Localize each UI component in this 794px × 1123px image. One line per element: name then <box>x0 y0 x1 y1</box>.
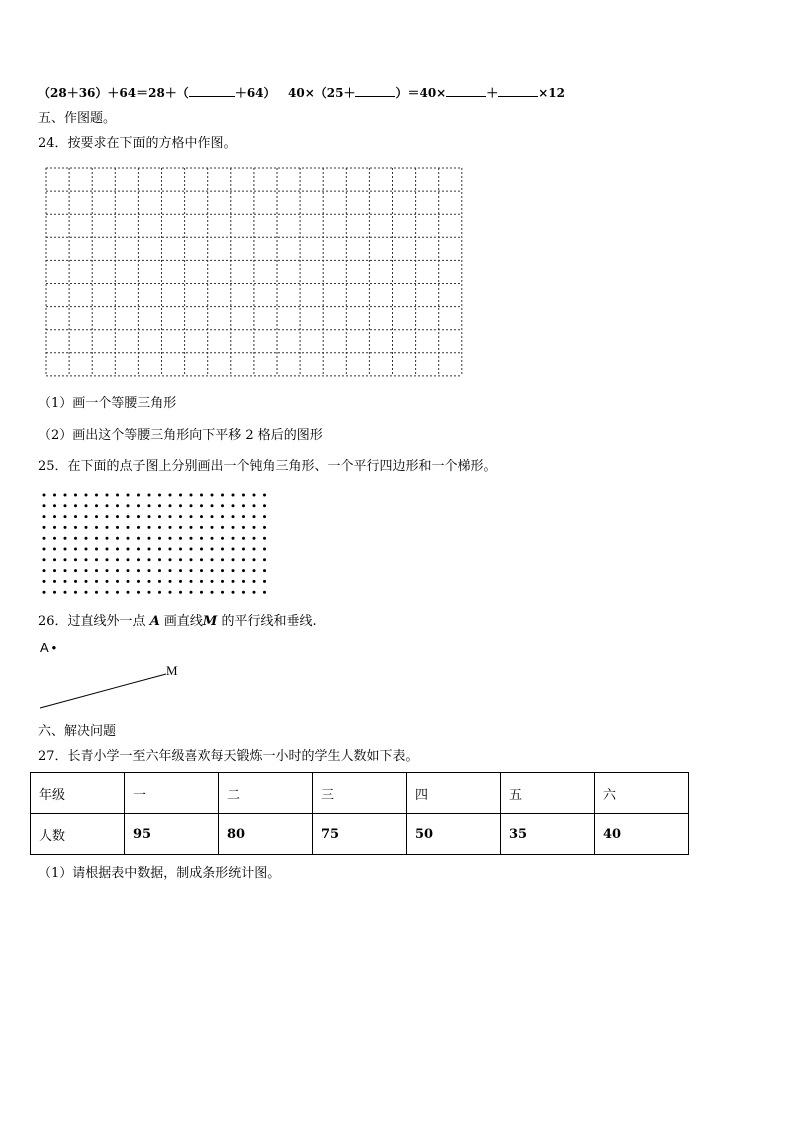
grid-dot <box>242 591 245 594</box>
question-27-sub1: （1）请根据表中数据，制成条形统计图。 <box>38 866 281 881</box>
answer-blank[interactable] <box>189 84 235 97</box>
grid-dot <box>263 515 266 518</box>
grid-dot <box>253 515 256 518</box>
count-cell: 80 <box>219 814 313 855</box>
grid-dot <box>116 591 119 594</box>
grid-dot <box>43 558 46 561</box>
grid-dot <box>95 558 98 561</box>
grid-dot <box>106 526 109 529</box>
grid-dot <box>127 569 130 572</box>
grid-dot <box>95 548 98 551</box>
grid-dot <box>43 515 46 518</box>
grid-dot <box>200 526 203 529</box>
grid-dot <box>64 548 67 551</box>
question-27-title: 27．长青小学一至六年级喜欢每天锻炼一小时的学生人数如下表。 <box>38 749 419 764</box>
grid-dot <box>85 558 88 561</box>
grid-dot <box>190 515 193 518</box>
grid-dot <box>169 580 172 583</box>
grid-dot <box>200 548 203 551</box>
grid-dot <box>253 548 256 551</box>
grid-dot <box>137 580 140 583</box>
grid-dot <box>85 504 88 507</box>
grid-dot <box>53 494 56 497</box>
grid-dot <box>242 526 245 529</box>
grid-dot <box>106 558 109 561</box>
grid-dot <box>179 591 182 594</box>
grid-dot <box>253 569 256 572</box>
grid-dot <box>169 558 172 561</box>
grid-dot <box>106 494 109 497</box>
grid-dot <box>221 548 224 551</box>
grid-dot <box>137 504 140 507</box>
square-grid[interactable] <box>45 167 465 377</box>
grid-dot <box>106 515 109 518</box>
grid-dot <box>263 569 266 572</box>
grid-dot <box>242 494 245 497</box>
grid-dot <box>127 537 130 540</box>
grid-dot <box>116 504 119 507</box>
grid-dot <box>74 548 77 551</box>
equation-2 <box>288 84 565 101</box>
grid-dot <box>137 494 140 497</box>
grid-dot <box>106 569 109 572</box>
student-count-table <box>30 772 689 855</box>
grid-dot <box>263 580 266 583</box>
grid-dot <box>74 504 77 507</box>
grid-dot <box>169 591 172 594</box>
grid-dot <box>127 591 130 594</box>
grid-dot <box>53 569 56 572</box>
grid-dot <box>211 526 214 529</box>
question-25-title: 25．在下面的点子图上分别画出一个钝角三角形、一个平行四边形和一个梯形。 <box>38 459 497 474</box>
grid-dot <box>232 558 235 561</box>
grid-dot <box>64 558 67 561</box>
grid-dot <box>53 515 56 518</box>
grid-dot <box>53 537 56 540</box>
equation-1-part2: ＋64） <box>234 86 276 100</box>
point-a <box>40 640 56 655</box>
grid-dot <box>148 515 151 518</box>
grid-dot <box>211 494 214 497</box>
grid-dot <box>148 591 151 594</box>
grid-dot <box>64 591 67 594</box>
grid-dot <box>43 569 46 572</box>
grid-dot <box>232 537 235 540</box>
grid-dot <box>179 515 182 518</box>
answer-blank[interactable] <box>446 84 486 97</box>
grid-dot <box>232 569 235 572</box>
grid-dot <box>242 515 245 518</box>
grid-dot <box>179 558 182 561</box>
grid-dot <box>200 569 203 572</box>
grid-dot <box>85 569 88 572</box>
grid-dot <box>106 591 109 594</box>
grid-dot <box>179 504 182 507</box>
grid-dot <box>137 569 140 572</box>
count-cell: 50 <box>407 814 501 855</box>
grid-dot <box>64 526 67 529</box>
grade-row <box>31 773 689 814</box>
grid-dot <box>169 494 172 497</box>
grid-dot <box>242 580 245 583</box>
equation-1-part1: （28＋36）＋64＝28＋（ <box>38 86 189 100</box>
grid-dot <box>253 537 256 540</box>
section-6-heading: 六、解决问题 <box>38 724 117 739</box>
question-24-sub2: （2）画出这个等腰三角形向下平移 2 格后的图形 <box>38 428 323 443</box>
grid-dot <box>190 569 193 572</box>
grid-dot <box>74 569 77 572</box>
grid-dot <box>74 526 77 529</box>
grid-dot <box>211 548 214 551</box>
grid-dot <box>74 580 77 583</box>
grid-dot <box>43 504 46 507</box>
grid-dot <box>116 494 119 497</box>
grid-dot <box>116 580 119 583</box>
grid-dot <box>53 558 56 561</box>
grade-cell: 三 <box>313 773 407 814</box>
grid-dot <box>106 504 109 507</box>
grid-dot <box>190 537 193 540</box>
grid-dot <box>169 504 172 507</box>
grid-dot <box>43 548 46 551</box>
grid-dot <box>95 526 98 529</box>
grid-dot <box>232 515 235 518</box>
dot-paper[interactable] <box>40 491 272 595</box>
grid-dot <box>190 591 193 594</box>
count-cell: 40 <box>595 814 689 855</box>
grid-dot <box>169 548 172 551</box>
grid-dot <box>127 504 130 507</box>
grid-dot <box>190 526 193 529</box>
grid-dot <box>221 526 224 529</box>
grid-dot <box>263 494 266 497</box>
question-26-prefix: 26．过直线外一点 <box>38 614 150 629</box>
grid-dot <box>85 526 88 529</box>
grid-dot <box>179 526 182 529</box>
grid-dot <box>190 548 193 551</box>
grid-dot <box>74 494 77 497</box>
grid-dot <box>137 526 140 529</box>
grade-cell: 四 <box>407 773 501 814</box>
grid-dot <box>137 537 140 540</box>
grid-dot <box>211 504 214 507</box>
grade-cell: 二 <box>219 773 313 814</box>
grid-dot <box>53 526 56 529</box>
grid-dot <box>221 591 224 594</box>
grid-dot <box>169 569 172 572</box>
grid-dot <box>85 591 88 594</box>
grid-dot <box>242 504 245 507</box>
grid-dot <box>127 558 130 561</box>
grid-dot <box>232 548 235 551</box>
grid-dot <box>137 558 140 561</box>
grid-dot <box>127 526 130 529</box>
question-26-suffix: 的平行线和垂线. <box>217 614 317 629</box>
grid-dot <box>95 591 98 594</box>
grid-dot <box>200 515 203 518</box>
grid-dot <box>179 569 182 572</box>
equation-2-part4: ×12 <box>538 86 566 100</box>
grade-header-cell: 年级 <box>31 773 125 814</box>
grid-dot <box>242 569 245 572</box>
grid-dot <box>179 548 182 551</box>
grid-dot <box>158 515 161 518</box>
grid-dot <box>64 569 67 572</box>
grid-dot <box>263 526 266 529</box>
grid-dot <box>148 558 151 561</box>
grid-dot <box>158 526 161 529</box>
grid-dot <box>148 504 151 507</box>
grid-dot <box>253 580 256 583</box>
grid-dot <box>158 548 161 551</box>
grid-dot <box>211 537 214 540</box>
grid-dot <box>95 537 98 540</box>
grid-dot <box>116 515 119 518</box>
grid-dot <box>253 494 256 497</box>
equation-1 <box>38 84 276 101</box>
count-header-cell: 人数 <box>31 814 125 855</box>
grid-dot <box>127 548 130 551</box>
grid-dot <box>137 548 140 551</box>
grid-dot <box>232 526 235 529</box>
grid-dot <box>158 537 161 540</box>
grid-dot <box>190 504 193 507</box>
grid-dot <box>116 548 119 551</box>
grid-dot <box>200 494 203 497</box>
count-cell: 95 <box>125 814 219 855</box>
variable-m: M <box>202 614 218 629</box>
grid-dot <box>148 494 151 497</box>
grid-dot <box>211 558 214 561</box>
equation-2-part1: 40×（25＋ <box>288 86 356 100</box>
grid-dot <box>106 537 109 540</box>
grid-dot <box>148 548 151 551</box>
grid-dot <box>116 537 119 540</box>
grid-dot <box>64 537 67 540</box>
question-24-sub1: （1）画一个等腰三角形 <box>38 396 177 411</box>
count-row <box>31 814 689 855</box>
grid-dot <box>137 515 140 518</box>
grid-dot <box>116 569 119 572</box>
grid-dot <box>190 558 193 561</box>
grid-dot <box>43 591 46 594</box>
grid-dot <box>211 591 214 594</box>
point-a-dot: • <box>47 640 57 655</box>
grid-dot <box>169 526 172 529</box>
grid-dot <box>190 580 193 583</box>
grid-dot <box>253 526 256 529</box>
grid-dot <box>242 537 245 540</box>
grid-dot <box>74 515 77 518</box>
grid-dot <box>179 580 182 583</box>
grid-dot <box>137 591 140 594</box>
grid-dot <box>53 580 56 583</box>
grid-dot <box>116 526 119 529</box>
grid-dot <box>106 580 109 583</box>
grid-dot <box>253 504 256 507</box>
grid-dot <box>95 515 98 518</box>
grid-dot <box>242 548 245 551</box>
grid-dot <box>53 591 56 594</box>
line-m-label: M <box>166 663 178 678</box>
grid-dot <box>158 591 161 594</box>
grid-dot <box>221 515 224 518</box>
grid-dot <box>64 515 67 518</box>
line-m <box>38 662 173 712</box>
question-26-mid: 画直线 <box>159 614 203 629</box>
grid-dot <box>221 494 224 497</box>
grid-dot <box>200 537 203 540</box>
grid-dot <box>211 580 214 583</box>
grade-cell: 一 <box>125 773 219 814</box>
grid-dot <box>116 558 119 561</box>
grid-dot <box>253 591 256 594</box>
grid-dot <box>74 591 77 594</box>
grid-dot <box>127 580 130 583</box>
grid-dot <box>211 515 214 518</box>
count-cell: 75 <box>313 814 407 855</box>
question-24-title: 24．按要求在下面的方格中作图。 <box>38 136 237 151</box>
grid-dot <box>158 569 161 572</box>
grid-dot <box>263 591 266 594</box>
count-cell: 35 <box>501 814 595 855</box>
grid-dot <box>190 494 193 497</box>
grid-dot <box>169 515 172 518</box>
grid-dot <box>211 569 214 572</box>
section-5-heading: 五、作图题。 <box>38 111 117 126</box>
grid-dot <box>64 494 67 497</box>
grid-dot <box>169 537 172 540</box>
grid-dot <box>85 515 88 518</box>
grid-dot <box>43 537 46 540</box>
grid-dot <box>53 548 56 551</box>
grid-dot <box>43 494 46 497</box>
grid-dot <box>43 526 46 529</box>
grid-dot <box>179 537 182 540</box>
grid-dot <box>263 558 266 561</box>
grid-dot <box>242 558 245 561</box>
grid-dot <box>74 558 77 561</box>
grid-dot <box>85 580 88 583</box>
grid-dot <box>253 558 256 561</box>
grid-dot <box>263 504 266 507</box>
grid-dot <box>200 580 203 583</box>
grid-dot <box>148 580 151 583</box>
grid-dot <box>64 580 67 583</box>
equation-2-part2: ）＝40× <box>395 86 447 100</box>
grid-dot <box>85 494 88 497</box>
grid-dot <box>221 569 224 572</box>
grid-dot <box>263 548 266 551</box>
answer-blank[interactable] <box>355 84 395 97</box>
grid-dot <box>127 494 130 497</box>
grid-dot <box>95 569 98 572</box>
grid-dot <box>158 494 161 497</box>
grid-dot <box>158 504 161 507</box>
point-a-label: A <box>40 640 48 655</box>
grid-dot <box>148 569 151 572</box>
grid-dot <box>221 558 224 561</box>
grid-dot <box>95 580 98 583</box>
grade-cell: 五 <box>501 773 595 814</box>
grid-dot <box>85 548 88 551</box>
grid-dot <box>179 494 182 497</box>
grid-dot <box>221 537 224 540</box>
grade-cell: 六 <box>595 773 689 814</box>
grid-dot <box>127 515 130 518</box>
grid-dot <box>232 580 235 583</box>
grid-dot <box>200 558 203 561</box>
grid-dot <box>221 580 224 583</box>
grid-dot <box>200 591 203 594</box>
grid-dot <box>232 591 235 594</box>
grid-dot <box>158 580 161 583</box>
grid-dot <box>158 558 161 561</box>
equation-2-part3: ＋ <box>486 86 499 100</box>
grid-dot <box>200 504 203 507</box>
grid-dot <box>74 537 77 540</box>
grid-dot <box>148 537 151 540</box>
grid-dot <box>106 548 109 551</box>
grid-dot <box>64 504 67 507</box>
grid-dot <box>232 494 235 497</box>
answer-blank[interactable] <box>498 84 538 97</box>
grid-dot <box>232 504 235 507</box>
question-26-title <box>38 614 317 630</box>
grid-dot <box>85 537 88 540</box>
grid-dot <box>53 504 56 507</box>
grid-dot <box>43 580 46 583</box>
grid-dot <box>95 504 98 507</box>
grid-dot <box>95 494 98 497</box>
grid-dot <box>263 537 266 540</box>
variable-a: A <box>149 614 160 629</box>
grid-dot <box>148 526 151 529</box>
grid-dot <box>221 504 224 507</box>
